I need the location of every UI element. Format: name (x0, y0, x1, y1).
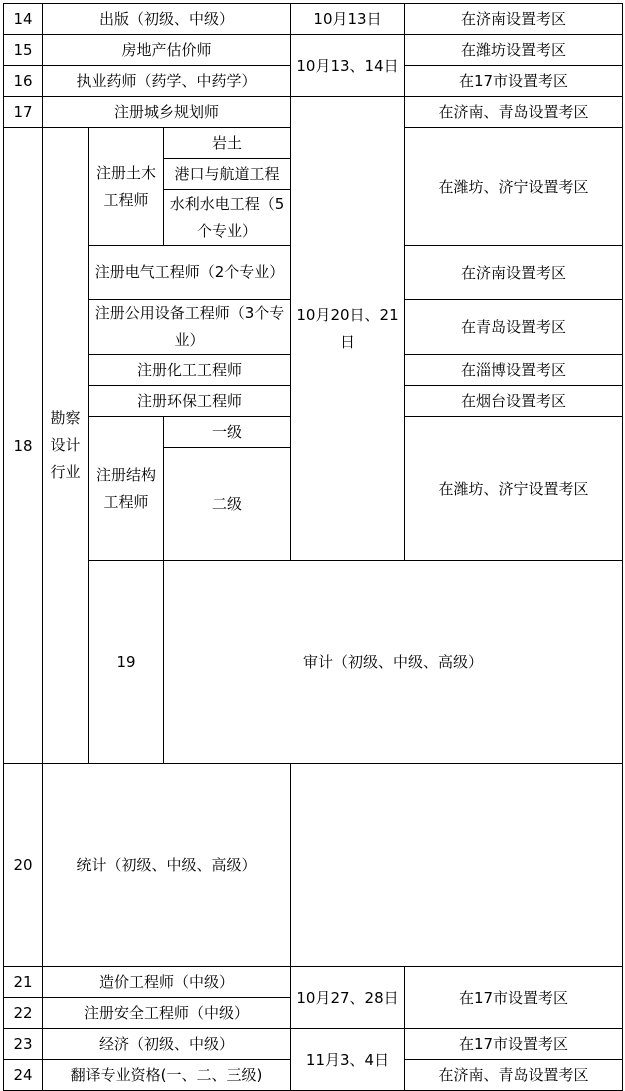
table-row (4, 35, 623, 66)
exam-name: 注册公用设备工程师（3个专业） (89, 300, 291, 355)
exam-name: 经济（初级、中级） (43, 1029, 291, 1060)
civil-engineer-name: 注册土木工程师 (89, 128, 164, 246)
exam-location: 在济南、青岛设置考区 (405, 97, 623, 128)
exam-schedule-table (3, 3, 623, 1091)
exam-name: 执业药师（药学、中药学） (43, 66, 291, 97)
civil-sub-item: 港口与航道工程 (164, 159, 291, 190)
exam-date: 10月20日、21日 (291, 97, 405, 561)
exam-location: 在17市设置考区 (405, 66, 623, 97)
structural-engineer-name: 注册结构工程师 (89, 417, 164, 561)
exam-location: 在济南设置考区 (405, 246, 623, 300)
row-number: 18 (4, 128, 43, 764)
row-number: 21 (4, 967, 43, 998)
exam-name: 翻译专业资格(一、二、三级) (43, 1060, 291, 1091)
exam-name: 注册城乡规划师 (43, 97, 291, 128)
exam-location: 在17市设置考区 (405, 967, 623, 1029)
structural-level: 二级 (164, 448, 291, 561)
row-number: 15 (4, 35, 43, 66)
civil-sub-item: 岩土 (164, 128, 291, 159)
table-row (4, 97, 623, 128)
exam-location: 在淄博设置考区 (405, 355, 623, 386)
exam-location: 在潍坊设置考区 (405, 35, 623, 66)
row-number: 19 (89, 561, 164, 764)
exam-name: 统计（初级、中级、高级） (43, 764, 291, 967)
table-row (4, 1029, 623, 1060)
row-number: 17 (4, 97, 43, 128)
exam-location: 在济南、青岛设置考区 (405, 1060, 623, 1091)
exam-name: 造价工程师（中级） (43, 967, 291, 998)
exam-location: 在济南设置考区 (405, 4, 623, 35)
table-row (4, 4, 623, 35)
structural-level: 一级 (164, 417, 291, 448)
row-number: 24 (4, 1060, 43, 1091)
exam-date: 10月13日 (291, 4, 405, 35)
exam-location: 在17市设置考区 (405, 1029, 623, 1060)
exam-location: 在青岛设置考区 (405, 300, 623, 355)
table-row (4, 764, 623, 967)
row-number: 20 (4, 764, 43, 967)
exam-name: 注册安全工程师（中级） (43, 998, 291, 1029)
exam-date: 10月13、14日 (291, 35, 405, 97)
exam-name: 注册环保工程师 (89, 386, 291, 417)
exam-location: 在烟台设置考区 (405, 386, 623, 417)
row-number: 16 (4, 66, 43, 97)
exam-name: 审计（初级、中级、高级） (164, 561, 623, 764)
row-number: 14 (4, 4, 43, 35)
exam-name: 注册化工工程师 (89, 355, 291, 386)
exam-location: 在潍坊、济宁设置考区 (405, 417, 623, 561)
exam-name: 房地产估价师 (43, 35, 291, 66)
exam-location: 在潍坊、济宁设置考区 (405, 128, 623, 246)
row-number: 22 (4, 998, 43, 1029)
exam-date: 10月27、28日 (291, 967, 405, 1029)
category-name: 勘察设计行业 (43, 128, 89, 764)
exam-name: 出版（初级、中级） (43, 4, 291, 35)
civil-sub-item: 水利水电工程（5个专业） (164, 190, 291, 246)
table-row (4, 561, 623, 764)
exam-name: 注册电气工程师（2个专业） (89, 246, 291, 300)
table-row (4, 967, 623, 998)
exam-date: 11月3、4日 (291, 1029, 405, 1091)
row-number: 23 (4, 1029, 43, 1060)
